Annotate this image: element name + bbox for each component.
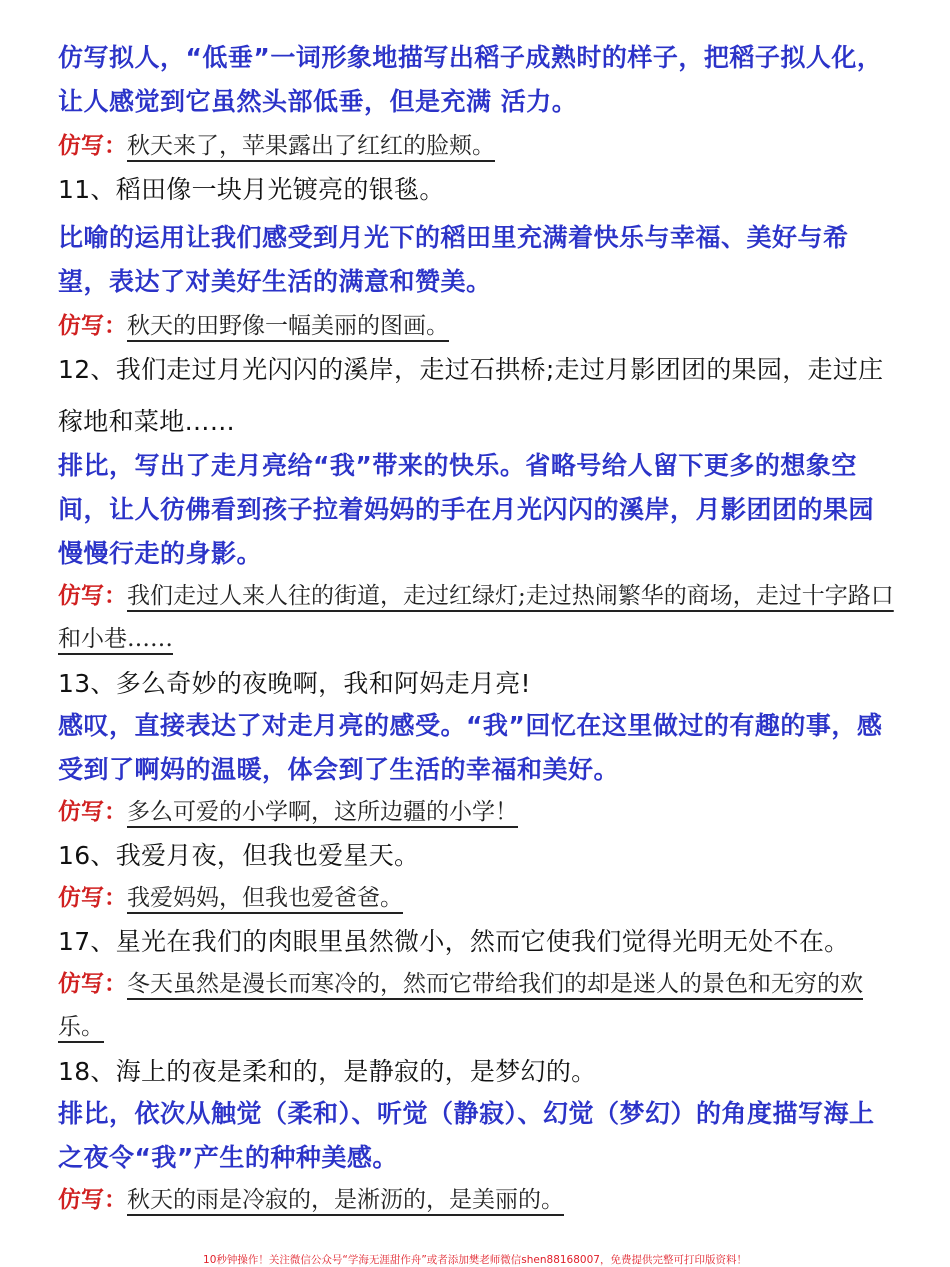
imitation-label: 仿写：: [58, 312, 127, 339]
imitation-11: [58, 304, 898, 348]
imitation-text: 秋天来了，苹果露出了红红的脸颊。: [127, 133, 495, 159]
imitation-text: 秋天的雨是冷寂的，是淅沥的，是美丽的。: [127, 1187, 564, 1213]
sentence-13: 13、多么奇妙的夜晚啊，我和阿妈走月亮!: [58, 669, 531, 698]
imitation-label: 仿写：: [58, 582, 127, 609]
imitation-18: [58, 1178, 898, 1222]
imitation-text: 多么可爱的小学啊，这所边疆的小学！: [127, 799, 518, 825]
analysis-11: 比喻的运用让我们感受到月光下的稻田里充满着快乐与幸福、美好与希望，表达了对美好生活的满意和赞美。: [58, 223, 849, 296]
imitation-16: [58, 876, 898, 920]
imitation-12: [58, 574, 898, 661]
imitation-text: 秋天的田野像一幅美丽的图画。: [127, 313, 449, 339]
sentence-17: 17、星光在我们的肉眼里虽然微小，然而它使我们觉得光明无处不在。: [58, 927, 850, 956]
analysis-18: 排比，依次从触觉（柔和）、听觉（静寂）、幻觉（梦幻）的角度描写海上之夜令“我”产生的种种美感。: [58, 1099, 875, 1172]
imitation-text: 冬天虽然是漫长而寒冷的，然而它带给我们的却是迷人的景色和无穷的欢乐。: [58, 971, 863, 1040]
sentence-11: 11、稻田像一块月光镀亮的银毯。: [58, 175, 445, 204]
imitation-17: [58, 962, 898, 1049]
imitation-label: 仿写：: [58, 884, 127, 911]
imitation-10: [58, 124, 898, 168]
analysis-13: 感叹，直接表达了对走月亮的感受。“我”回忆在这里做过的有趣的事，感受到了啊妈的温暖，体会到了生活的幸福和美好。: [58, 711, 883, 784]
analysis-12: 排比，写出了走月亮给“我”带来的快乐。省略号给人留下更多的想象空间，让人彷佛看到孩子拉着妈妈的手在月光闪闪的溪岸，月影团团的果园慢慢行走的身影。: [58, 451, 875, 568]
imitation-label: 仿写：: [58, 798, 127, 825]
analysis-10: 仿写拟人，“低垂”一词形象地描写出稻子成熟时的样子，把稻子拟人化，让人感觉到它虽然头部低垂，但是充满 活力。: [58, 43, 883, 116]
imitation-label: 仿写：: [58, 132, 127, 159]
imitation-13: [58, 790, 898, 834]
imitation-label: 仿写：: [58, 970, 127, 997]
imitation-text: 我爱妈妈，但我也爱爸爸。: [127, 885, 403, 911]
sentence-12: 12、我们走过月光闪闪的溪岸，走过石拱桥;走过月影团团的果园，走过庄稼地和菜地……: [58, 355, 884, 436]
imitation-label: 仿写：: [58, 1186, 127, 1213]
sentence-16: 16、我爱月夜，但我也爱星天。: [58, 841, 420, 870]
imitation-text: 我们走过人来人往的街道，走过红绿灯;走过热闹繁华的商场，走过十字路口和小巷……: [58, 583, 894, 652]
sentence-18: 18、海上的夜是柔和的，是静寂的，是梦幻的。: [58, 1057, 597, 1086]
footer-notice: 10秒钟操作！关注微信公众号“学海无涯甜作舟”或者添加樊老师微信shen88168007，免费提供完整可打印版资料！: [203, 1254, 747, 1266]
